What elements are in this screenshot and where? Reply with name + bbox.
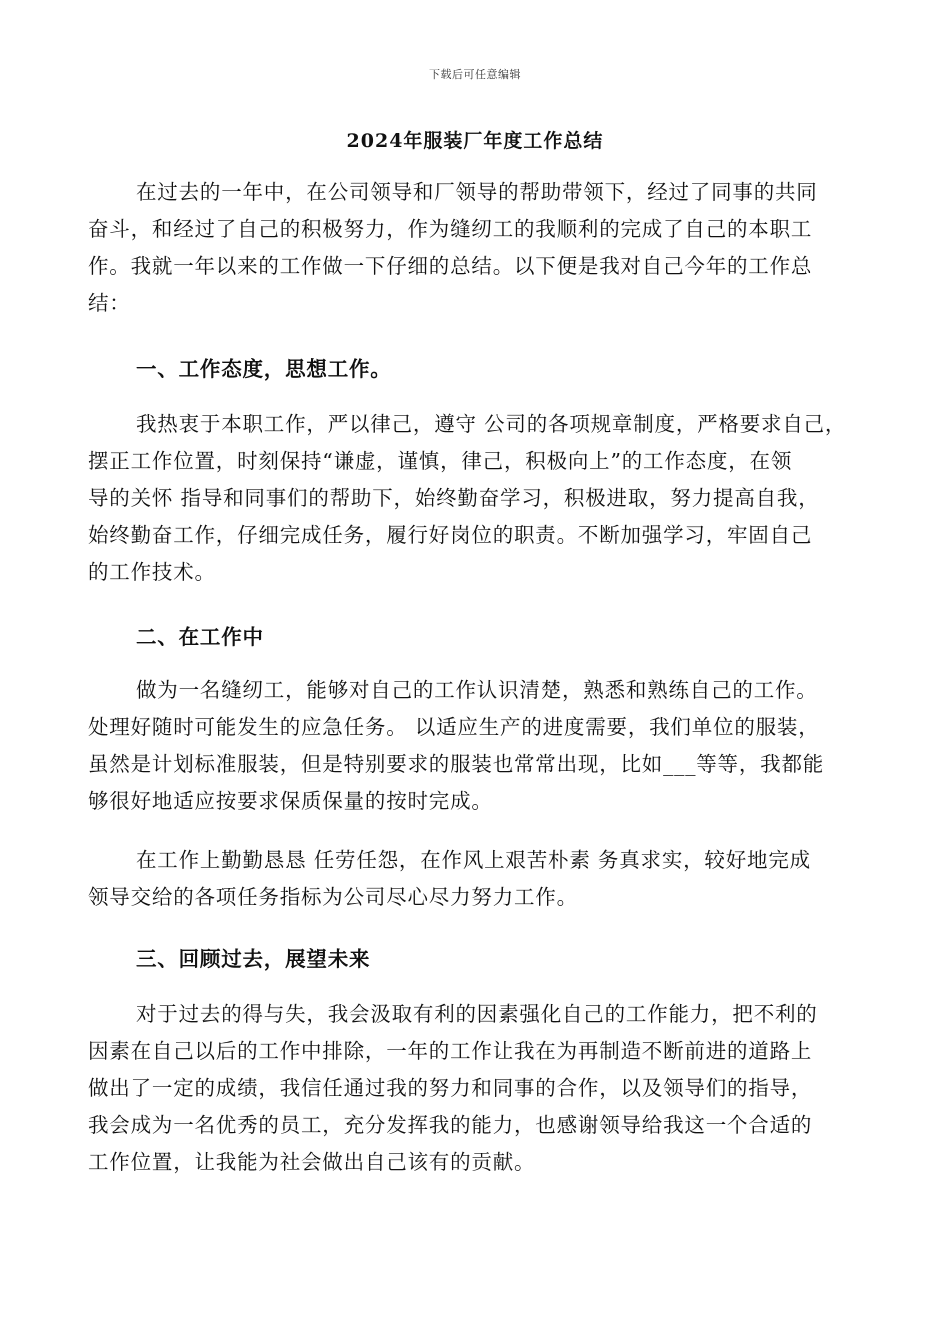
section-1-line: 的工作技术。 bbox=[88, 560, 216, 584]
section-1-line: 摆正工作位置，时刻保持“谦虚，谨慎，律己，积极向上”的工作态度，在领 bbox=[88, 449, 793, 473]
section-3-line: 对于过去的得与失，我会汲取有利的因素强化自己的工作能力，把不利的 bbox=[136, 1002, 818, 1026]
header-note: 下载后可任意编辑 bbox=[429, 68, 521, 81]
section-2-line: 虽然是计划标准服装，但是特别要求的服装也常常出现，比如___等等，我都能 bbox=[88, 752, 825, 776]
section-3-heading: 三、回顾过去，展望未来 bbox=[136, 947, 371, 971]
intro-line: 在过去的一年中，在公司领导和厂领导的帮助带领下，经过了同事的共同 bbox=[136, 180, 818, 204]
section-3-line: 工作位置，让我能为社会做出自己该有的贡献。 bbox=[88, 1150, 536, 1174]
intro-line: 结： bbox=[88, 291, 131, 315]
section-3-line: 做出了一定的成绩，我信任通过我的努力和同事的合作，以及领导们的指导， bbox=[88, 1076, 813, 1100]
section-2-line: 做为一名缝纫工，能够对自己的工作认识清楚，熟悉和熟练自己的工作。 bbox=[136, 678, 818, 702]
section-2-heading: 二、在工作中 bbox=[136, 625, 264, 649]
section-2-line: 处理好随时可能发生的应急任务。 以适应生产的进度需要，我们单位的服装， bbox=[88, 715, 820, 739]
intro-line: 奋斗，和经过了自己的积极努力，作为缝纫工的我顺利的完成了自己的本职工 bbox=[88, 217, 813, 241]
section-1-heading: 一、工作态度，思想工作。 bbox=[136, 357, 392, 381]
section-2-line: 领导交给的各项任务指标为公司尽心尽力努力工作。 bbox=[88, 885, 578, 909]
section-1-line: 始终勤奋工作，仔细完成任务，履行好岗位的职责。不断加强学习，牢固自己 bbox=[88, 523, 813, 547]
section-1-line: 我热衷于本职工作，严以律己，遵守 公司的各项规章制度，严格要求自己， bbox=[136, 412, 847, 436]
section-1-paragraph bbox=[88, 406, 868, 591]
section-3-line: 我会成为一名优秀的员工，充分发挥我的能力，也感谢领导给我这一个合适的 bbox=[88, 1113, 813, 1137]
section-2-line: 够很好地适应按要求保质保量的按时完成。 bbox=[88, 789, 493, 813]
intro-paragraph bbox=[88, 174, 868, 322]
section-2-line: 在工作上勤勤恳恳 任劳任怨，在作风上艰苦朴素 务真求实，较好地完成 bbox=[136, 848, 811, 872]
section-1-line: 导的关怀 指导和同事们的帮助下，始终勤奋学习，积极进取，努力提高自我， bbox=[88, 486, 820, 510]
section-2-paragraph-1 bbox=[88, 672, 868, 820]
section-3-line: 因素在自己以后的工作中排除，一年的工作让我在为再制造不断前进的道路上 bbox=[88, 1039, 813, 1063]
section-2-paragraph-2 bbox=[88, 842, 868, 916]
document-title: 2024年服装厂年度工作总结 bbox=[346, 130, 604, 152]
intro-line: 作。我就一年以来的工作做一下仔细的总结。以下便是我对自己今年的工作总 bbox=[88, 254, 813, 278]
section-3-paragraph bbox=[88, 996, 868, 1181]
